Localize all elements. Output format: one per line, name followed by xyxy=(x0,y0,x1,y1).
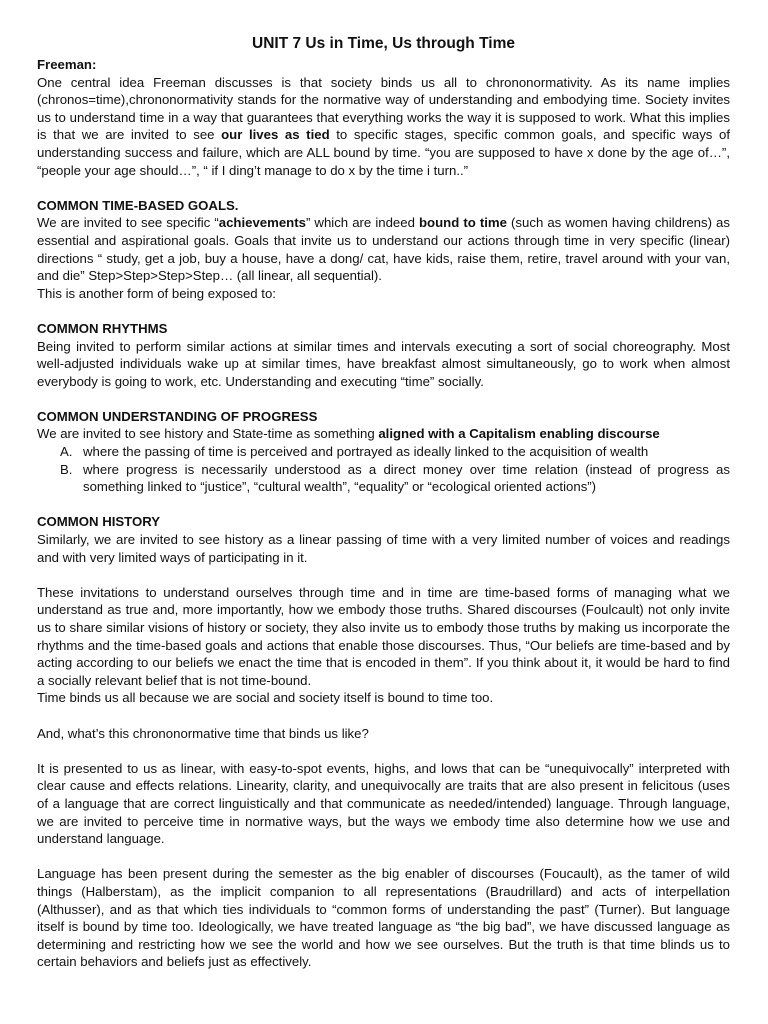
goals-followup: This is another form of being exposed to: xyxy=(37,285,276,301)
goals-bold-bound: bound to time xyxy=(419,215,507,231)
rhythms-heading: COMMON RHYTHMS xyxy=(37,320,168,336)
freeman-paragraph xyxy=(37,74,730,180)
freeman-heading: Freeman: xyxy=(37,57,97,72)
progress-text-a: We are invited to see history and State-time as something xyxy=(37,426,379,442)
history-heading: COMMON HISTORY xyxy=(37,514,161,530)
freeman-text-b: to specific stages, specific common goals, and specific ways of understanding success and failure, which are ALL bound by time. “you are supposed to have x done by the age of…”, “people your age should…”, “ if I ding’t manage to do x by the time i turn..” xyxy=(37,127,730,178)
language-paragraph: Language has been present during the semester as the big enabler of discourses (Foucault), as the tamer of wild things (Halberstam), as the implicit companion to all representations (Braudrillard) and acts of interpellation (Althusser), and as that which ties individuals to “common forms of understanding the past” (Turner). But language itself is bound by time too. Ideologically, we have treated language as “the big bad”, we have discussed language as determining and restricting how we see the world and how we see ourselves. But the truth is that time blinds us to certain behaviors and beliefs just as effectively. xyxy=(37,866,730,970)
invitations-paragraph: These invitations to understand ourselves through time and in time are time-based forms of managing what we understand as true and, more importantly, how we embody those truths. Shared discourses (Foulcault) not only invite us to share similar visions of history or society, they also invite us to embody those truths by making us incorporate the rhythms and the time-based goals and actions that enable those discourses. Thus, “Our beliefs are time-based and by acting according to our beliefs we enact the time that is encoded in them”. If you think about it, it would be hard to find a socially relevant belief that is not time-bound. xyxy=(37,584,730,688)
document-title: UNIT 7 Us in Time, Us through Time xyxy=(252,35,515,52)
freeman-text-bold: our lives as tied xyxy=(221,127,330,143)
question-paragraph: And, what’s this chrononormative time that binds us like? xyxy=(37,725,369,741)
progress-text-bold: aligned with a Capitalism enabling discourse xyxy=(378,426,660,442)
list-marker: B. xyxy=(60,461,73,477)
list-item-text: where progress is necessarily understood as a direct money over time relation (instead of progress as something linked to “justice”, “cultural wealth”, “equality” or “ecological oriented actions”) xyxy=(83,461,730,495)
list-item xyxy=(37,443,730,461)
linear-paragraph: It is presented to us as linear, with easy-to-spot events, highs, and lows that can be “unequivocally” interpreted with clear cause and effects relations. Linearity, clarity, and unequivocally are traits that are also present in felicitous (uses of a language that are correct linguistically and that communicate as needed/intended) language. Through language, we are invited to perceive time in normative ways, but the ways we embody time also determine how we use and understand language. xyxy=(37,760,730,847)
list-item xyxy=(37,461,730,496)
binds-paragraph: Time binds us all because we are social and society itself is bound to time too. xyxy=(37,690,494,706)
progress-list xyxy=(37,443,730,496)
goals-text-b: ” which are indeed xyxy=(305,215,419,231)
freeman-text-a: One central idea Freeman discusses is that society binds us all to chrononormativity. As its name implies (chronos=time),chrononormativity stands for the normative way of understanding and embodying time. Society invites us to understand time in a way that guarantees that everything works the way it is supposed to work. What this implies is that we are invited to see xyxy=(37,74,730,143)
list-marker: A. xyxy=(60,444,73,460)
history-paragraph: Similarly, we are invited to see history as a linear passing of time with a very limited number of voices and readings and with very limited ways of participating in it. xyxy=(37,532,730,565)
rhythms-paragraph: Being invited to perform similar actions at similar times and intervals executing a sort of social choreography. Most well-adjusted individuals wake up at similar times, have breakfast almost simultaneously, go to work when almost everybody is going to work, etc. Understanding and executing “time” socially. xyxy=(37,338,730,389)
progress-paragraph xyxy=(37,425,730,443)
goals-paragraph xyxy=(37,214,730,284)
progress-heading: COMMON UNDERSTANDING OF PROGRESS xyxy=(37,408,318,424)
goals-text-a: We are invited to see specific “ xyxy=(37,215,219,231)
goals-heading: COMMON TIME-BASED GOALS. xyxy=(37,197,239,213)
goals-bold-achievements: achievements xyxy=(218,215,306,231)
list-item-text: where the passing of time is perceived and portrayed as ideally linked to the acquisition of wealth xyxy=(83,444,649,460)
goals-text-c: (such as women having childrens) as essential and aspirational goals. Goals that invite us to understand our actions through time in very specific (linear) directions “ study, get a job, buy a house, have a dong/ cat, have kids, raise them, retire, travel around with your van, and die” Step>Step>Step>Step… (all linear, all sequential). xyxy=(37,215,730,284)
